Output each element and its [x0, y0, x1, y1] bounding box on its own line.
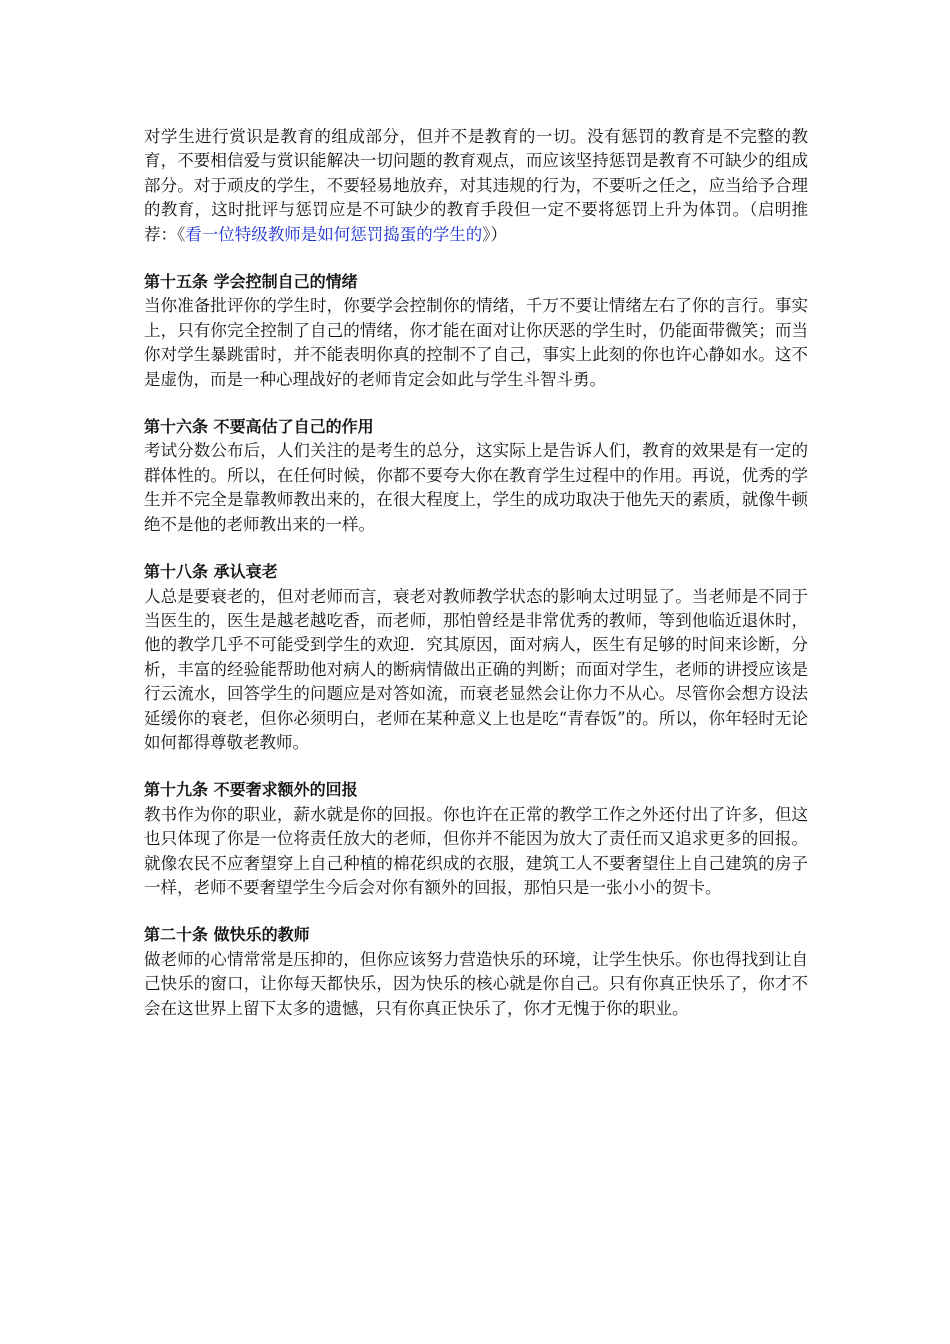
document-page	[144, 125, 808, 1021]
section-heading: 第十五条 学会控制自己的情绪	[144, 272, 358, 292]
section-15	[144, 270, 808, 392]
section-16	[144, 415, 808, 537]
section-body: 考试分数公布后，人们关注的是考生的总分，这实际上是告诉人们，教育的效果是有一定的群体性的。所以，在任何时候，你都不要夸大你在教育学生过程中的作用。再说，优秀的学生并不完全是靠教师教出来的，在很大程度上，学生的成功取决于他先天的素质，就像牛顿绝不是他的老师教出来的一样。	[144, 441, 808, 534]
intro-paragraph	[144, 125, 808, 247]
section-body: 做老师的心情常常是压抑的，但你应该努力营造快乐的环境，让学生快乐。你也得找到让自己快乐的窗口，让你每天都快乐，因为快乐的核心就是你自己。只有你真正快乐了，你才不会在这世界上留下太多的遗憾，只有你真正快乐了，你才无愧于你的职业。	[144, 949, 808, 1018]
section-body: 教书作为你的职业，薪水就是你的回报。你也许在正常的教学工作之外还付出了许多，但这也只体现了你是一位将责任放大的老师，但你并不能因为放大了责任而又追求更多的回报。就像农民不应奢望穿上自己种植的棉花织成的衣服，建筑工人不要奢望住上自己建筑的房子一样，老师不要奢望学生今后会对你有额外的回报，那怕只是一张小小的贺卡。	[144, 804, 808, 897]
section-heading: 第二十条 做快乐的教师	[144, 925, 310, 945]
recommended-article-link[interactable]: 看一位特级教师是如何惩罚捣蛋的学生的	[185, 224, 483, 244]
section-19	[144, 778, 808, 900]
section-heading: 第十八条 承认衰老	[144, 562, 278, 582]
section-body: 当你准备批评你的学生时，你要学会控制你的情绪，千万不要让情绪左右了你的言行。事实上，只有你完全控制了自己的情绪，你才能在面对让你厌恶的学生时，仍能面带微笑；而当你对学生暴跳雷时，并不能表明你真的控制不了自己，事实上此刻的你也许心静如水。这不是虚伪，而是一种心理战好的老师肯定会如此与学生斗智斗勇。	[144, 296, 808, 389]
section-18	[144, 560, 808, 755]
intro-text: 对学生进行赏识是教育的组成部分，但并不是教育的一切。没有惩罚的教育是不完整的教育，不要相信爱与赏识能解决一切问题的教育观点，而应该坚持惩罚是教育不可缺少的组成部分。对于顽皮的学生，不要轻易地放弃，对其违规的行为，不要听之任之，应当给予合理的教育，这时批评与惩罚应是不可缺少的教育手段但一定不要将惩罚上升为体罚。（启明推荐：《	[144, 127, 808, 244]
section-20	[144, 923, 808, 1021]
section-heading: 第十六条 不要高估了自己的作用	[144, 417, 374, 437]
intro-text-end: 》）	[482, 224, 507, 244]
section-body: 人总是要衰老的，但对老师而言，衰老对教师教学状态的影响太过明显了。当老师是不同于当医生的，医生是越老越吃香，而老师，那怕曾经是非常优秀的教师，等到他临近退休时，他的教学几乎不可能受到学生的欢迎．究其原因，面对病人，医生有足够的时间来诊断，分析，丰富的经验能帮助他对病人的断病情做出正确的判断；而面对学生，老师的讲授应该是行云流水，回答学生的问题应是对答如流，而衰老显然会让你力不从心。尽管你会想方设法延缓你的衰老，但你必须明白，老师在某种意义上也是吃“青春饭”的。所以，你年轻时无论如何都得尊敬老教师。	[144, 586, 808, 752]
section-heading: 第十九条 不要奢求额外的回报	[144, 780, 358, 800]
